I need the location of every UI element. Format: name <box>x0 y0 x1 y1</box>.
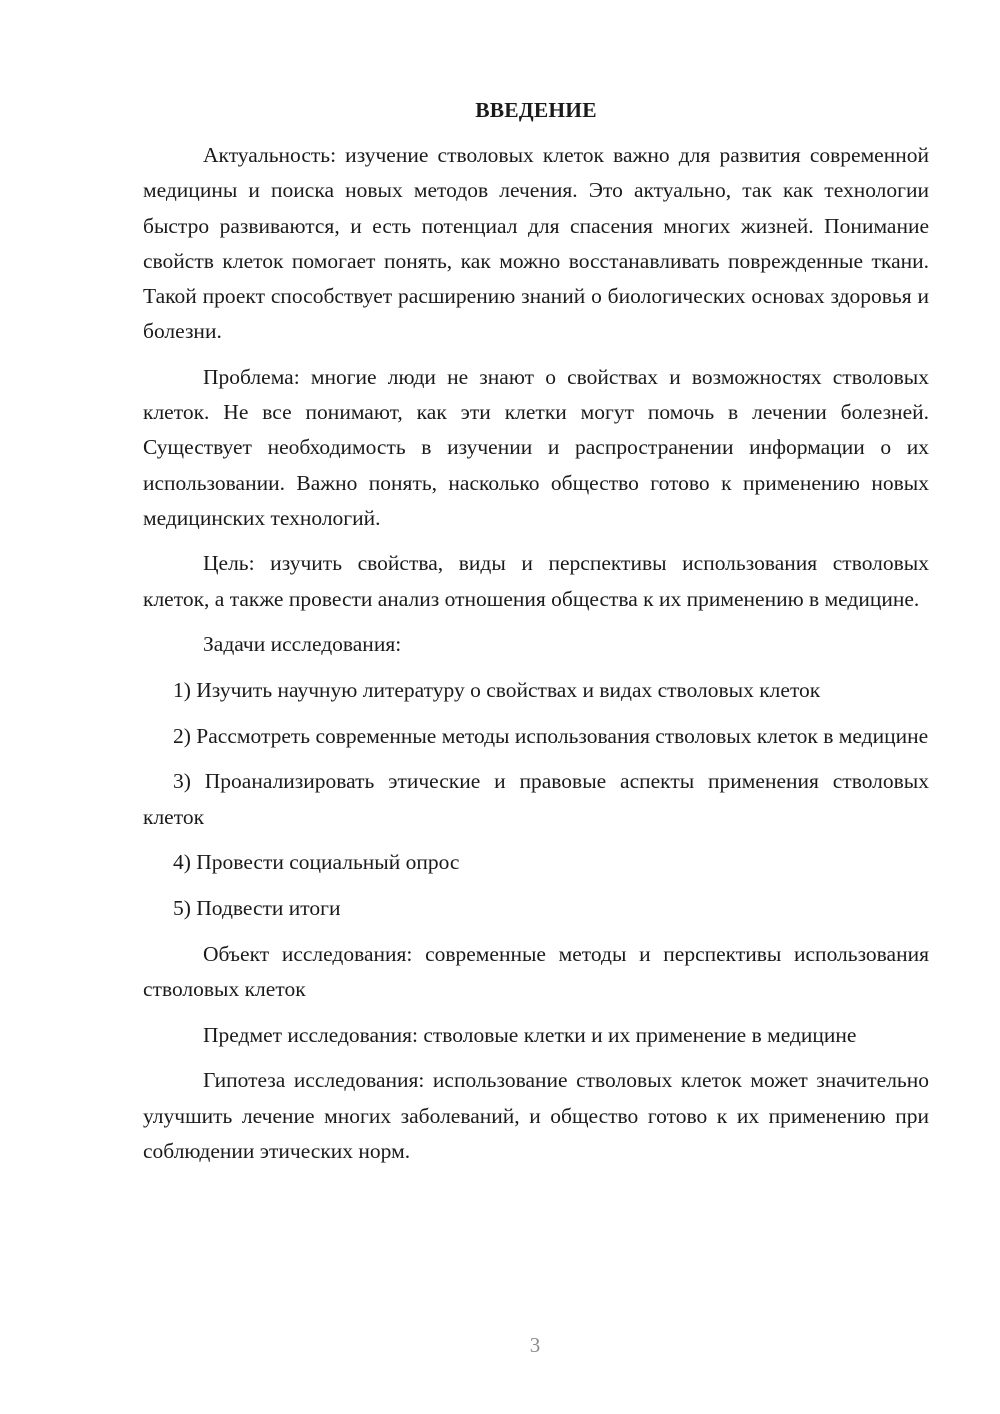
tasks-list <box>143 673 929 926</box>
problem-paragraph: Проблема: многие люди не знают о свойствах и возможностях стволовых клеток. Не все понимают, как эти клетки могут помочь в лечении болезней. Существует необходимость в изучении и распространении информации о их использовании. Важно понять, насколько общество готово к применению новых медицинских технологий. <box>143 364 929 530</box>
relevance-paragraph: Актуальность: изучение стволовых клеток важно для развития современной медицины и поиска новых методов лечения. Это актуально, так как технологии быстро развиваются, и есть потенциал для спасения многих жизней. Понимание свойств клеток помогает понять, как можно восстанавливать поврежденные ткани. Такой проект способствует расширению знаний о биологических основах здоровья и болезни. <box>143 143 929 344</box>
task-item: 3) Проанализировать этические и правовые аспекты применения стволовых клеток <box>143 769 929 829</box>
task-item: 2) Рассмотреть современные методы использования стволовых клеток в медицине <box>173 723 929 748</box>
task-item: 4) Провести социальный опрос <box>173 850 460 875</box>
subject-paragraph: Предмет исследования: стволовые клетки и их применение в медицине <box>203 1022 857 1047</box>
section-title: ВВЕДЕНИЕ <box>475 98 597 122</box>
tasks-heading: Задачи исследования: <box>203 632 402 657</box>
object-paragraph: Объект исследования: современные методы и перспективы использования стволовых клеток <box>143 941 929 1001</box>
task-item: 1) Изучить научную литературу о свойствах и видах стволовых клеток <box>173 678 821 703</box>
page-number: 3 <box>529 1333 541 1357</box>
task-item: 5) Подвести итоги <box>173 896 341 921</box>
page-content <box>143 93 929 1179</box>
hypothesis-paragraph: Гипотеза исследования: использование стволовых клеток может значительно улучшить лечение многих заболеваний, и общество готово к их применению при соблюдении этических норм. <box>143 1068 929 1163</box>
goal-paragraph: Цель: изучить свойства, виды и перспективы использования стволовых клеток, а также провести анализ отношения общества к их применению в медицине. <box>143 551 929 611</box>
